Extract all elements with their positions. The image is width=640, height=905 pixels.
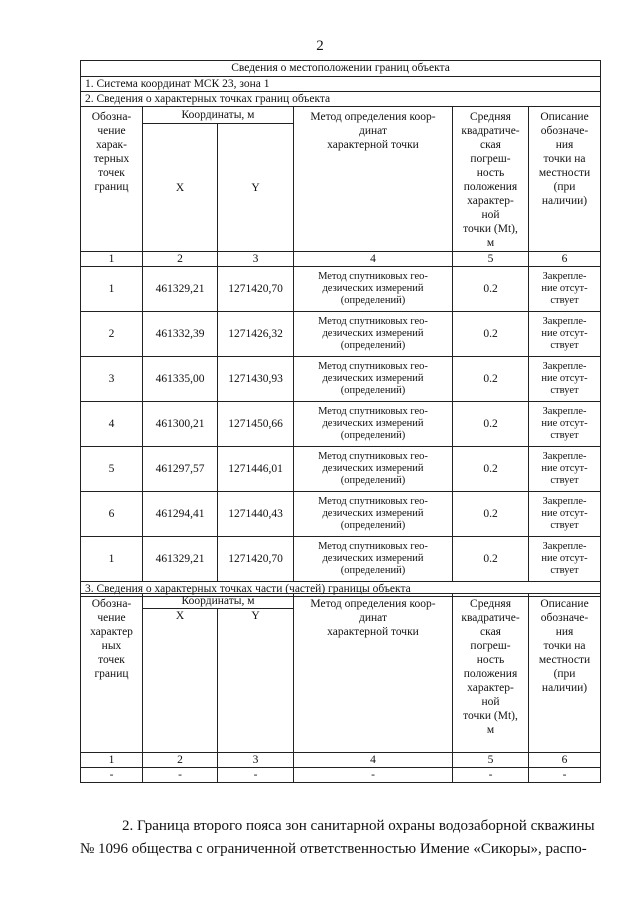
point-number-cell: 4 [81, 402, 143, 447]
col-num: 6 [529, 252, 601, 267]
y-coordinate-cell: 1271440,43 [218, 492, 294, 537]
table-row [81, 447, 601, 492]
method-cell: Метод спутниковых гео- дезических измерений (определений) [294, 357, 453, 402]
x-coordinate-cell: 461329,21 [143, 537, 218, 582]
method-cell: Метод спутниковых гео- дезических измерений (определений) [294, 492, 453, 537]
header-coordinates: Координаты, м [143, 107, 294, 124]
col-num: 2 [143, 753, 218, 768]
mt-cell: 0.2 [453, 492, 529, 537]
table-row [81, 492, 601, 537]
header-description: Описание обозначе- ния точки на местности (при наличии) [529, 107, 601, 252]
mt-cell: 0.2 [453, 267, 529, 312]
header-y: Y [218, 609, 294, 753]
col-num: 3 [218, 252, 294, 267]
y-coordinate-cell: 1271446,01 [218, 447, 294, 492]
y-coordinate-cell: 1271426,32 [218, 312, 294, 357]
empty-cell: - [218, 768, 294, 783]
empty-cell: - [453, 768, 529, 783]
empty-data-row [81, 768, 601, 783]
mt-cell: 0.2 [453, 402, 529, 447]
col-num: 5 [453, 753, 529, 768]
col-num: 1 [81, 753, 143, 768]
header-designation: Обозна- чение харак- терных точек границ [81, 107, 143, 252]
col-num: 3 [218, 753, 294, 768]
boundary-points-table [80, 60, 601, 597]
header-coordinates: Координаты, м [143, 594, 294, 609]
header-error: Средняя квадратиче- ская погреш- ность положения характер- ной точки (Mt), м [453, 107, 529, 252]
description-cell: Закрепле- ние отсут- ствует [529, 402, 601, 447]
header-method: Метод определения коор- динат характерной точки [294, 594, 453, 753]
method-cell: Метод спутниковых гео- дезических измерений (определений) [294, 267, 453, 312]
y-coordinate-cell: 1271450,66 [218, 402, 294, 447]
mt-cell: 0.2 [453, 357, 529, 402]
method-cell: Метод спутниковых гео- дезических измерений (определений) [294, 402, 453, 447]
table-row [81, 357, 601, 402]
table-row [81, 312, 601, 357]
empty-cell: - [81, 768, 143, 783]
col-num: 4 [294, 252, 453, 267]
y-coordinate-cell: 1271430,93 [218, 357, 294, 402]
description-cell: Закрепле- ние отсут- ствует [529, 312, 601, 357]
table-row [81, 537, 601, 582]
description-cell: Закрепле- ние отсут- ствует [529, 447, 601, 492]
col-num: 4 [294, 753, 453, 768]
description-cell: Закрепле- ние отсут- ствует [529, 537, 601, 582]
x-coordinate-cell: 461300,21 [143, 402, 218, 447]
method-cell: Метод спутниковых гео- дезических измерений (определений) [294, 537, 453, 582]
empty-cell: - [143, 768, 218, 783]
point-number-cell: 6 [81, 492, 143, 537]
empty-cell: - [529, 768, 601, 783]
point-number-cell: 1 [81, 537, 143, 582]
header-x: X [143, 124, 218, 252]
point-number-cell: 1 [81, 267, 143, 312]
col-num: 1 [81, 252, 143, 267]
section-part-points-heading: 3. Сведения о характерных точках части (частей) границы объекта [81, 582, 601, 597]
y-coordinate-cell: 1271420,70 [218, 537, 294, 582]
page-number: 2 [316, 38, 324, 54]
part-boundary-points-table [80, 593, 601, 783]
x-coordinate-cell: 461332,39 [143, 312, 218, 357]
header-method: Метод определения коор- динат характерной точки [294, 107, 453, 252]
col-num: 5 [453, 252, 529, 267]
x-coordinate-cell: 461329,21 [143, 267, 218, 312]
header-designation: Обозна- чение характер ных точек границ [81, 594, 143, 753]
x-coordinate-cell: 461297,57 [143, 447, 218, 492]
header-y: Y [218, 124, 294, 252]
header-description: Описание обозначе- ния точки на местности (при наличии) [529, 594, 601, 753]
mt-cell: 0.2 [453, 447, 529, 492]
paragraph-text: 2. Граница второго пояса зон санитарной охраны водозаборной скважины [122, 818, 595, 834]
method-cell: Метод спутниковых гео- дезических измерений (определений) [294, 312, 453, 357]
col-num: 2 [143, 252, 218, 267]
header-x: X [143, 609, 218, 753]
table-row [81, 402, 601, 447]
x-coordinate-cell: 461335,00 [143, 357, 218, 402]
empty-cell: - [294, 768, 453, 783]
mt-cell: 0.2 [453, 312, 529, 357]
section-points-heading: 2. Сведения о характерных точках границ объекта [81, 92, 601, 107]
body-paragraph-line-1 [80, 815, 602, 838]
column-numbers-row [81, 753, 601, 768]
description-cell: Закрепле- ние отсут- ствует [529, 267, 601, 312]
column-numbers-row [81, 252, 601, 267]
table-row [81, 267, 601, 312]
x-coordinate-cell: 461294,41 [143, 492, 218, 537]
header-error: Средняя квадратиче- ская погреш- ность положения характер- ной точки (Mt), м [453, 594, 529, 753]
description-cell: Закрепле- ние отсут- ствует [529, 492, 601, 537]
description-cell: Закрепле- ние отсут- ствует [529, 357, 601, 402]
point-number-cell: 2 [81, 312, 143, 357]
point-number-cell: 5 [81, 447, 143, 492]
point-number-cell: 3 [81, 357, 143, 402]
mt-cell: 0.2 [453, 537, 529, 582]
method-cell: Метод спутниковых гео- дезических измерений (определений) [294, 447, 453, 492]
col-num: 6 [529, 753, 601, 768]
body-paragraph-line-2: № 1096 общества с ограниченной ответственностью Имение «Сикоры», распо- [80, 841, 587, 857]
y-coordinate-cell: 1271420,70 [218, 267, 294, 312]
table-title: Сведения о местоположении границ объекта [81, 61, 601, 77]
coordinate-system-row: 1. Система координат МСК 23, зона 1 [81, 77, 601, 92]
